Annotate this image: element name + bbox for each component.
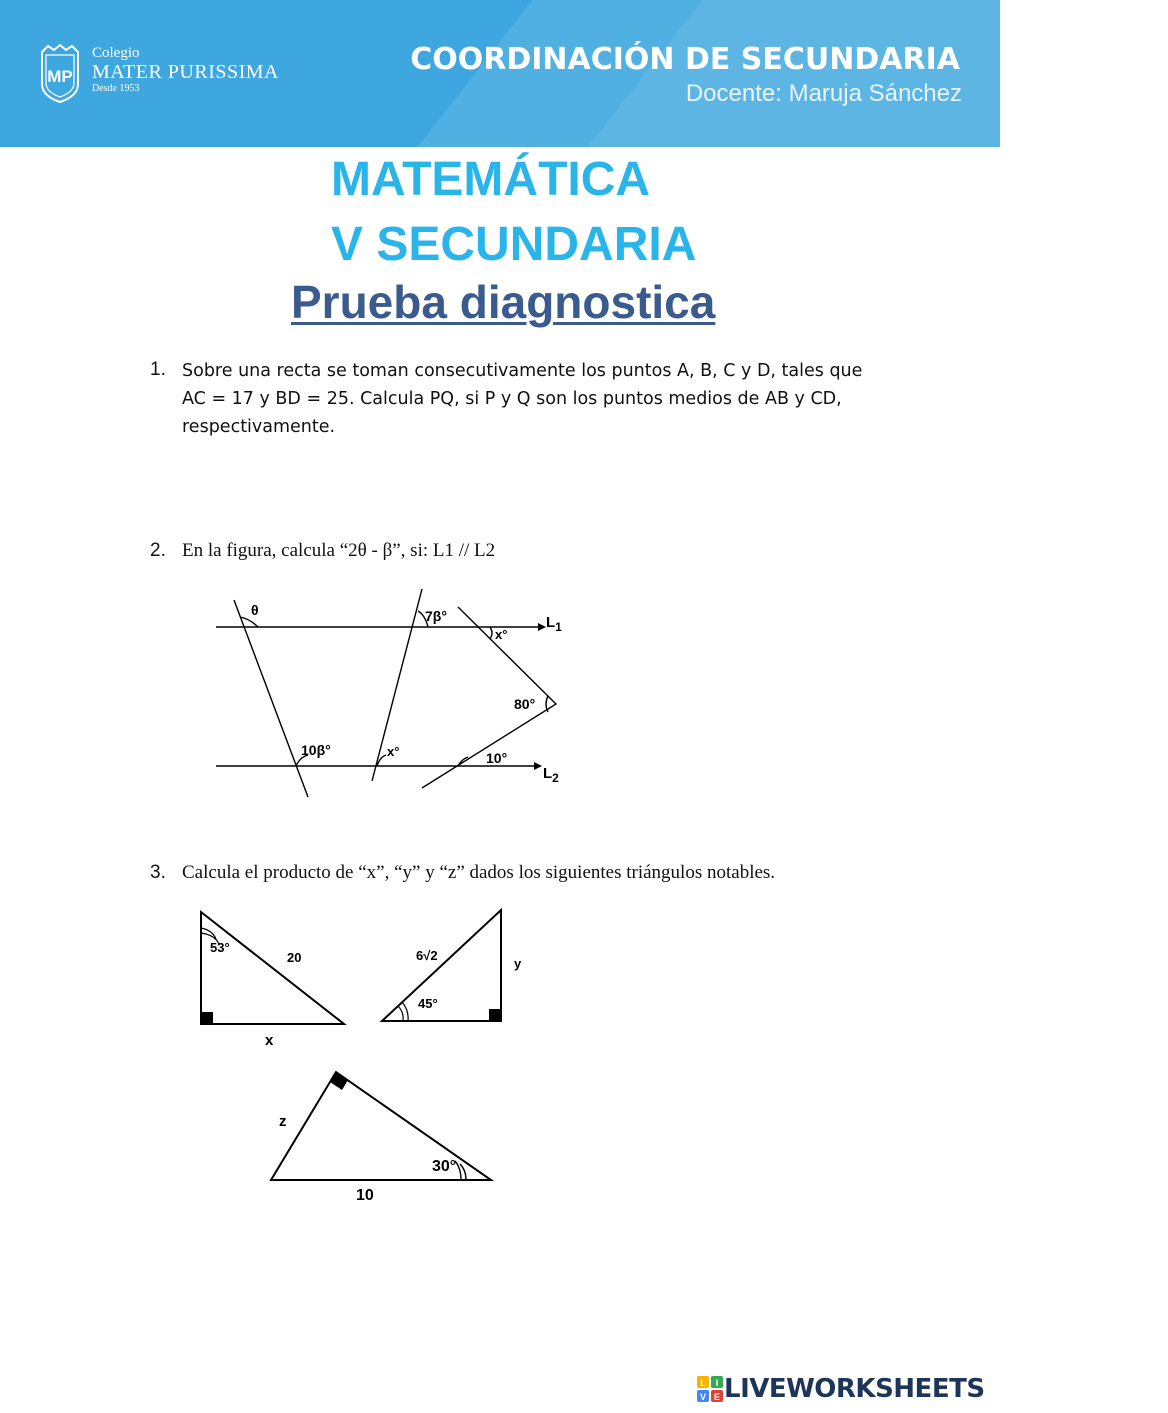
label-80: 80° — [514, 696, 536, 712]
grade-title: V SECUNDARIA — [331, 218, 697, 271]
right-angle-mark-2 — [489, 1009, 501, 1021]
label-y: y — [514, 956, 522, 971]
logo-initials: MP — [47, 67, 73, 86]
label-10b: 10β° — [301, 742, 331, 758]
liveworksheets-icon — [697, 1376, 723, 1402]
label-theta: θ — [251, 602, 259, 618]
label-x-top: x° — [495, 627, 508, 642]
angle-arc-45 — [398, 1006, 403, 1021]
question-1-number: 1. — [150, 359, 166, 380]
label-7b: 7β° — [425, 608, 447, 624]
school-since: Desde 1953 — [92, 83, 140, 94]
teacher-name: Docente: Maruja Sánchez — [685, 80, 962, 107]
question-2-number: 2. — [150, 540, 166, 561]
parallel-lines-figure — [200, 585, 600, 810]
question-3-number: 3. — [150, 862, 166, 883]
angle-arc-x-top — [490, 627, 492, 639]
right-angle-mark-1 — [201, 1012, 213, 1024]
question-3-text: Calcula el producto de “x”, “y” y “z” dados los siguientes triángulos notables. — [182, 862, 776, 883]
triangle-45 — [382, 910, 501, 1021]
liveworksheets-logo — [697, 1374, 985, 1406]
triangle-53 — [201, 912, 344, 1024]
label-45: 45° — [418, 996, 438, 1011]
label-hyp-20: 20 — [287, 950, 302, 965]
angle-arc-80 — [546, 696, 548, 712]
subject-title: MATEMÁTICA — [331, 153, 651, 206]
coordination-title: COORDINACIÓN DE SECUNDARIA — [410, 42, 960, 77]
school-crest-icon — [40, 44, 80, 104]
label-x-bottom: x° — [387, 744, 400, 759]
question-1-text: Sobre una recta se toman consecutivamente los puntos A, B, C y D, tales que AC = 17 y BD = 25. Calcula PQ, si P y Q son los puntos medios de AB y CD, respectivamente. — [182, 361, 863, 437]
label-30: 30° — [432, 1158, 457, 1175]
icon-letter: V — [699, 1392, 707, 1402]
icon-letter: L — [700, 1378, 706, 1388]
triangle-30 — [271, 1072, 491, 1180]
label-l1: $L_1$ — [546, 614, 562, 634]
l2-arrowhead — [534, 762, 542, 770]
transversal-1 — [234, 600, 308, 797]
notable-triangles-figure — [190, 900, 520, 1210]
liveworksheets-brand: LIVEWORKSHEETS — [724, 1374, 985, 1404]
school-name — [92, 46, 279, 94]
exam-title: Prueba diagnostica — [291, 276, 716, 328]
label-l2: $L_2$ — [543, 765, 559, 785]
icon-letter: I — [715, 1378, 719, 1388]
label-53: 53° — [210, 940, 230, 955]
label-x: x — [265, 1032, 274, 1049]
school-title: MATER PURISSIMA — [92, 61, 279, 83]
school-prefix: Colegio — [92, 45, 140, 61]
l1-arrowhead — [538, 623, 546, 631]
label-z: z — [279, 1113, 287, 1130]
header-banner — [0, 0, 1000, 147]
label-10: 10 — [356, 1187, 374, 1204]
label-10: 10° — [486, 750, 508, 766]
right-angle-mark-3 — [330, 1072, 348, 1090]
label-6root2: 6√2 — [416, 948, 438, 963]
question-2-text: En la figura, calcula “2θ - β”, si: L1 // L2 — [182, 540, 496, 561]
icon-letter: E — [713, 1392, 721, 1402]
